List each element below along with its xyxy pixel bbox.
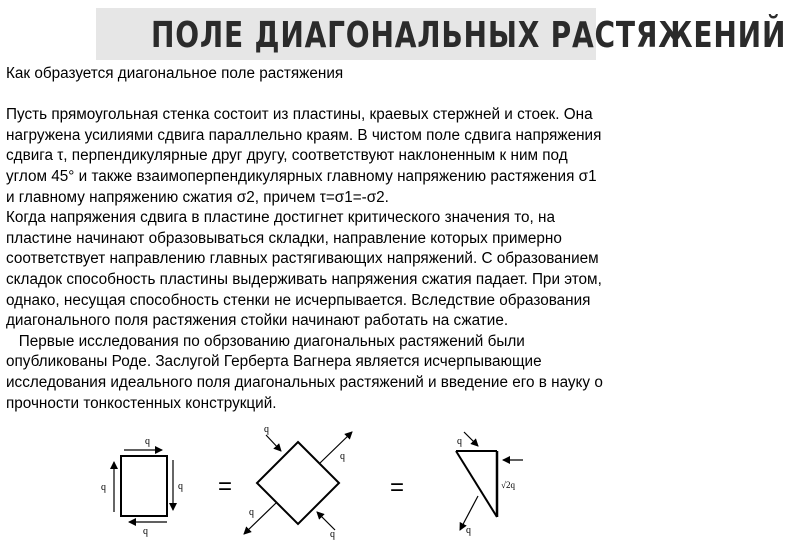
- equals-sign: =: [218, 473, 233, 500]
- load-label: q: [178, 481, 183, 492]
- text-line: пластине начинают образовываться складки, направление которых примерно: [6, 229, 562, 247]
- text-line: углом 45° и также взаимоперпендикулярных главному напряжению растяжения σ1: [6, 167, 597, 185]
- text-line: однако, несущая способность стенки не исчерпывается. Вследствие образования: [6, 291, 591, 309]
- text-line: опубликованы Роде. Заслугой Герберта Вагнера является исчерпывающие: [6, 353, 542, 371]
- text-line: сдвига τ, перпендикулярные друг другу, соответствуют наклоненным к ним под: [6, 147, 568, 165]
- text-line: складок способность пластины выдерживать напряжения сжатия падает. При этом,: [6, 270, 602, 288]
- load-label: q: [466, 525, 471, 536]
- load-label: q: [457, 436, 462, 447]
- text-line: и главному напряжению сжатия σ2, причем τ=σ1=-σ2.: [6, 188, 389, 206]
- load-label: q: [249, 507, 254, 518]
- text-line: Когда напряжения сдвига в пластине достигнет критического значения то, на: [6, 209, 555, 227]
- equals-sign: =: [390, 474, 405, 501]
- square-element: [114, 450, 173, 522]
- load-label: q: [143, 526, 148, 537]
- text-line: нагружена усилиями сдвига параллельно краям. В чистом поле сдвига напряжения: [6, 126, 602, 144]
- load-label: q: [264, 424, 269, 435]
- diamond-plate: [257, 442, 339, 524]
- square-plate: [121, 456, 167, 516]
- section-heading: Как образуется диагональное поле растяжения: [6, 65, 344, 82]
- text-line: исследования идеального поля диагональных растяжений и введение его в науку о: [6, 373, 603, 391]
- text-line: соответствует направлению главных растягивающих напряжений. С образованием: [6, 250, 599, 268]
- diamond-element: [244, 432, 352, 534]
- load-label: q: [340, 451, 345, 462]
- text-line: диагонального поля растяжения стойки начинают работать на сжатие.: [6, 312, 509, 330]
- load-label: q: [101, 482, 106, 493]
- triangle-hypotenuse: [456, 451, 497, 517]
- load-label: q: [330, 529, 335, 540]
- text-line: Пусть прямоугольная стенка состоит из пластины, краевых стержней и стоек. Она: [6, 106, 593, 124]
- compression-arrow: [464, 432, 478, 446]
- root-two-q-label: √2q: [501, 480, 515, 490]
- compression-arrow-bottom: [317, 512, 335, 530]
- text-line: Первые исследования по обрзованию диагональных растяжений были: [6, 332, 525, 350]
- page-title: ПОЛЕ ДИАГОНАЛЬНЫХ РАСТЯЖЕНИЙ: [151, 15, 786, 56]
- text-line: прочности тонкостенных конструкций.: [6, 394, 277, 412]
- tension-arrow-top: [320, 432, 352, 463]
- load-label: q: [145, 436, 150, 447]
- compression-arrow-top: [266, 435, 281, 451]
